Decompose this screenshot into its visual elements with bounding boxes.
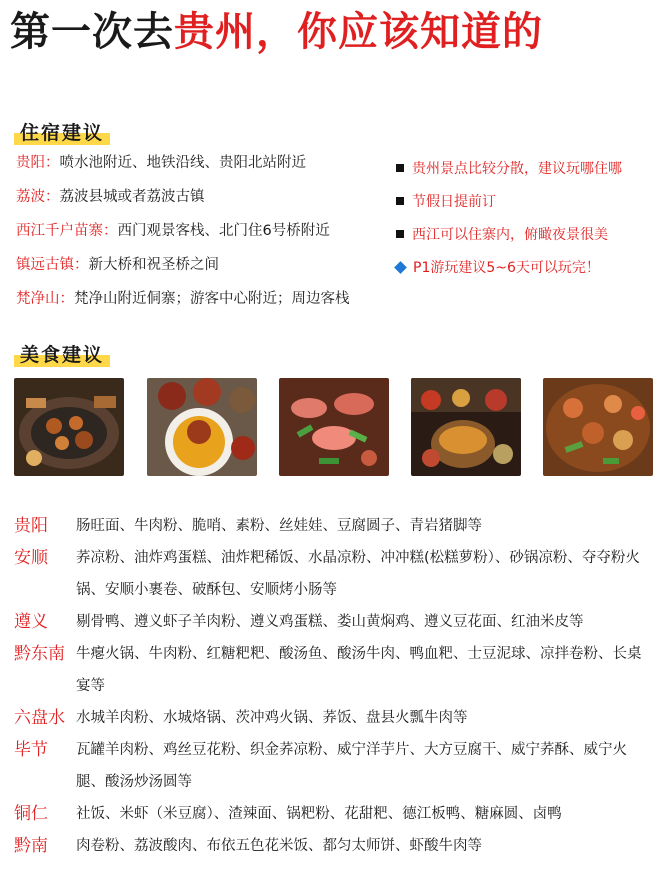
lodging-text: 新大桥和祝圣桥之间 (88, 257, 219, 273)
tip-text: P1游玩建议5~6天可以玩完！ (413, 260, 600, 276)
square-bullet-icon (396, 230, 404, 238)
dry-pot-food-photo (543, 378, 653, 476)
lodging-text: 荔波县城或者荔波古镇 (59, 189, 205, 205)
title-part-2: 贵州， (174, 9, 297, 55)
lodging-text: 西门观景客栈、北门住6号桥附近 (117, 223, 330, 239)
title-part-3: 你应该知道的 (297, 9, 543, 55)
diamond-bullet-icon (394, 261, 407, 274)
lodging-place: 梵净山： (16, 291, 74, 307)
food-region: 黔东南 (14, 644, 65, 664)
tip-item (396, 158, 664, 180)
lodging-item (16, 152, 396, 174)
food-heading: 美食建议 (14, 340, 110, 367)
lodging-heading: 住宿建议 (14, 118, 110, 145)
lodging-list (16, 152, 396, 322)
food-dishes: 水城羊肉粉、水城烙锅、茨冲鸡火锅、荞饭、盘县火瓢牛肉等 (76, 710, 468, 726)
food-dishes: 荞凉粉、油炸鸡蛋糕、油炸粑稀饭、水晶凉粉、冲冲糕(松糕萝粉）、砂锅凉粉、夺夺粉火锅、安顺小裹卷、破酥包、安顺烤小肠等 (76, 550, 640, 598)
tip-item (396, 257, 664, 279)
food-dishes: 肠旺面、牛肉粉、脆哨、素粉、丝娃娃、豆腐圆子、青岩猪脚等 (76, 518, 482, 534)
food-row (14, 830, 654, 862)
lodging-item (16, 254, 396, 276)
food-region: 贵阳 (14, 516, 48, 536)
tip-text: 西江可以住寨内，俯瞰夜景很美 (412, 227, 608, 243)
tip-text: 节假日提前订 (412, 194, 496, 210)
lodging-item (16, 288, 396, 310)
food-row (14, 702, 654, 734)
lodging-place: 荔波： (16, 189, 60, 205)
food-row (14, 606, 654, 638)
lodging-place: 镇远古镇： (16, 257, 89, 273)
food-region: 铜仁 (14, 804, 48, 824)
food-row (14, 798, 654, 830)
food-row (14, 734, 654, 798)
food-photo-strip (14, 378, 654, 478)
lodging-tips (396, 158, 664, 290)
title-part-1: 第一次去 (10, 9, 174, 55)
stirfry-food-photo (279, 378, 389, 476)
food-region: 六盘水 (14, 708, 65, 728)
food-region: 毕节 (14, 740, 48, 760)
food-dishes: 牛瘪火锅、牛肉粉、红糖粑粑、酸汤鱼、酸汤牛肉、鸭血粑、士豆泥球、凉拌卷粉、长桌宴等 (76, 646, 642, 694)
square-bullet-icon (396, 164, 404, 172)
food-list (14, 510, 654, 862)
food-region: 黔南 (14, 836, 48, 856)
food-row (14, 510, 654, 542)
food-row (14, 542, 654, 606)
lodging-item (16, 220, 396, 242)
lodging-place: 贵阳： (16, 155, 60, 171)
food-dishes: 社饭、米虾（米豆腐）、渣辣面、锅粑粉、花甜粑、德江板鸭、糖麻圆、卤鸭 (76, 806, 562, 822)
food-dishes: 剔骨鸭、遵义虾子羊肉粉、遵义鸡蛋糕、娄山黄焖鸡、遵义豆花面、红油米皮等 (76, 614, 584, 630)
square-bullet-icon (396, 197, 404, 205)
lodging-item (16, 186, 396, 208)
grill-food-photo (14, 378, 124, 476)
food-region: 遵义 (14, 612, 48, 632)
lodging-text: 喷水池附近、地铁沿线、贵阳北站附近 (59, 155, 306, 171)
food-row (14, 638, 654, 702)
lodging-text: 梵净山附近侗寨；游客中心附近；周边客栈 (74, 291, 350, 307)
tip-text: 贵州景点比较分散，建议玩哪住哪 (412, 161, 622, 177)
tip-item (396, 224, 664, 246)
food-region: 安顺 (14, 548, 48, 568)
hotpot-food-photo (411, 378, 521, 476)
food-dishes: 肉卷粉、荔波酸肉、布依五色花米饭、都匀太师饼、虾酸牛肉等 (76, 838, 482, 854)
rice-bowl-food-photo (147, 378, 257, 476)
lodging-place: 西江千户苗寨： (16, 223, 118, 239)
tip-item (396, 191, 664, 213)
page-title (10, 6, 543, 58)
food-dishes: 瓦罐羊肉粉、鸡丝豆花粉、织金荞凉粉、威宁洋芋片、大方豆腐干、威宁荞酥、威宁火腿、酸汤炒汤圆等 (76, 742, 627, 790)
